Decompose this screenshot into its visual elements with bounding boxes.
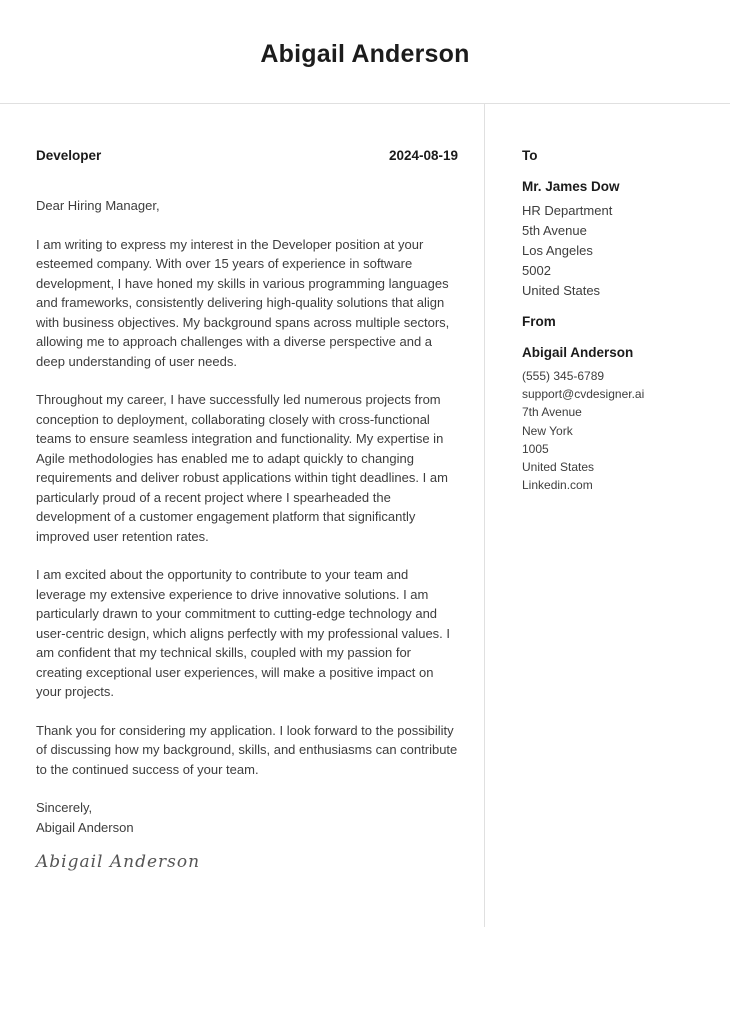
sender-line-phone: (555) 345-6789 bbox=[522, 369, 605, 383]
closing-name: Abigail Anderson bbox=[36, 819, 134, 835]
letter-date: 2024-08-19 bbox=[388, 148, 458, 163]
recipient-label: To bbox=[522, 148, 538, 163]
closing-block bbox=[36, 798, 458, 837]
recipient-line-department: HR Department bbox=[522, 203, 613, 218]
letter-body-column bbox=[36, 103, 458, 873]
sender-line-linkedin: Linkedin.com bbox=[522, 478, 593, 493]
job-title: Developer bbox=[36, 148, 102, 163]
recipient-line-street: 5th Avenue bbox=[522, 223, 587, 238]
contact-side-column bbox=[522, 103, 707, 494]
letter-header bbox=[0, 0, 730, 69]
sender-line-city: New York bbox=[522, 423, 573, 438]
sender-line-email: support@cvdesigner.ai bbox=[522, 387, 645, 402]
recipient-line-city: Los Angeles bbox=[522, 243, 593, 258]
sender-contact-details bbox=[522, 367, 707, 494]
recipient-name: Mr. James Dow bbox=[522, 179, 620, 194]
page-title: Abigail Anderson bbox=[260, 40, 470, 68]
recipient-address bbox=[522, 201, 707, 301]
recipient-line-country: United States bbox=[522, 283, 601, 298]
body-paragraph-4: Thank you for considering my application. I look forward to the possibility of discussing how my background, skills, and enthusiasms can contribute to the continued success of your team. bbox=[36, 722, 458, 777]
column-divider bbox=[484, 103, 485, 927]
closing-salutation: Sincerely, bbox=[36, 800, 93, 815]
sender-section bbox=[522, 314, 707, 494]
salutation: Dear Hiring Manager, bbox=[36, 198, 160, 213]
sender-name: Abigail Anderson bbox=[522, 345, 634, 360]
body-paragraph-2: Throughout my career, I have successfully led numerous projects from conception to deployment, collaborating closely with cross-functional teams to ensure seamless integration and functionality. My expertise in Agile methodologies has enabled me to adapt quickly to changing requirements and deliver robust applications within tight deadlines. I am particularly proud of a recent project where I spearheaded the development of a customer engagement platform that significantly improved user retention rates. bbox=[36, 392, 448, 544]
recipient-section bbox=[522, 148, 707, 301]
sender-label: From bbox=[522, 314, 556, 329]
body-paragraph-1: I am writing to express my interest in the Developer position at your esteemed company. With over 15 years of experience in software development, I have honed my skills in various programming languages and frameworks, consistently delivering high-quality solutions that align with business objectives. My background spans across multiple sectors, allowing me to approach challenges with a diverse perspective and a deep understanding of user needs. bbox=[36, 236, 450, 369]
sender-line-country: United States bbox=[522, 460, 595, 475]
signature-script: Abigail Anderson bbox=[36, 852, 201, 872]
recipient-line-postcode: 5002 bbox=[522, 263, 551, 278]
sender-line-street: 7th Avenue bbox=[522, 405, 582, 420]
letter-meta-row bbox=[36, 148, 458, 164]
body-paragraph-3: I am excited about the opportunity to contribute to your team and leverage my extensive experience to drive innovative solutions. I am particularly drawn to your commitment to cutting-edge technology and user-centric design, which aligns perfectly with my professional values. I am confident that my technical skills, coupled with my passion for creating exceptional user experiences, will make a positive impact on your projects. bbox=[36, 567, 451, 699]
sender-line-postcode: 1005 bbox=[522, 441, 549, 456]
